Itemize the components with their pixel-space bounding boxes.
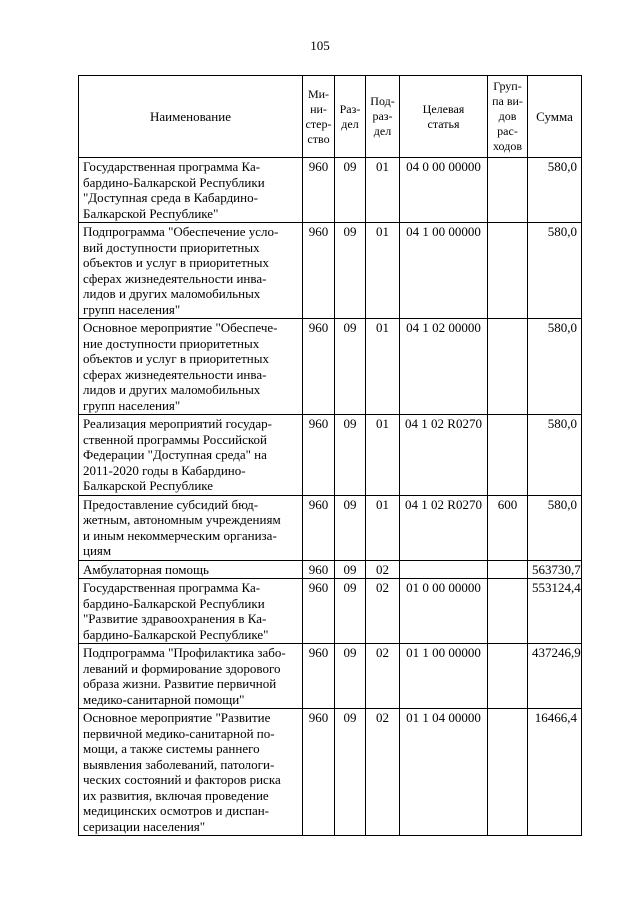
row-section: 09	[335, 319, 366, 415]
table-row	[79, 560, 582, 579]
row-target: 04 1 02 R0270	[400, 495, 488, 560]
header-sum: Сумма	[528, 76, 582, 158]
row-name: Подпрограмма "Профилактика забо- леваний и формирование здорового образа жизни. Развитие первичной медико-санитарной помощи"	[79, 644, 303, 709]
table-row	[79, 495, 582, 560]
row-target: 04 0 00 00000	[400, 158, 488, 223]
row-subsection: 02	[366, 644, 400, 709]
row-ministry: 960	[303, 709, 335, 836]
row-expense-group	[488, 644, 528, 709]
row-section: 09	[335, 223, 366, 319]
row-subsection: 02	[366, 579, 400, 644]
table-row	[79, 223, 582, 319]
header-expense-group: Груп- па ви- дов рас- ходов	[488, 76, 528, 158]
row-subsection: 01	[366, 158, 400, 223]
row-target: 01 1 04 00000	[400, 709, 488, 836]
header-name: Наименование	[79, 76, 303, 158]
row-ministry: 960	[303, 495, 335, 560]
header-subsection: Под- раз- дел	[366, 76, 400, 158]
row-sum: 580,0	[528, 415, 582, 496]
row-expense-group	[488, 319, 528, 415]
row-name: Предоставление субсидий бюд- жетным, автономным учреждениям и иным некоммерческим организа- циям	[79, 495, 303, 560]
table-body	[79, 158, 582, 836]
row-ministry: 960	[303, 319, 335, 415]
row-target: 04 1 02 00000	[400, 319, 488, 415]
row-target: 04 1 00 00000	[400, 223, 488, 319]
budget-table	[78, 75, 582, 836]
row-section: 09	[335, 495, 366, 560]
row-sum: 553124,4	[528, 579, 582, 644]
row-name: Государственная программа Ка- бардино-Балкарской Республики "Доступная среда в Кабардино- Балкарской Республике"	[79, 158, 303, 223]
table-row	[79, 709, 582, 836]
header-section: Раз- дел	[335, 76, 366, 158]
row-ministry: 960	[303, 560, 335, 579]
row-subsection: 01	[366, 415, 400, 496]
header-ministry: Ми- ни- стер- ство	[303, 76, 335, 158]
row-expense-group	[488, 158, 528, 223]
row-ministry: 960	[303, 158, 335, 223]
row-section: 09	[335, 709, 366, 836]
row-ministry: 960	[303, 644, 335, 709]
header-target: Целевая статья	[400, 76, 488, 158]
row-expense-group: 600	[488, 495, 528, 560]
row-ministry: 960	[303, 579, 335, 644]
row-expense-group	[488, 560, 528, 579]
row-ministry: 960	[303, 415, 335, 496]
row-name: Основное мероприятие "Обеспече- ние доступности приоритетных объектов и услуг в приоритетных сферах жизнедеятельности инва- лидов и других маломобильных групп населения"	[79, 319, 303, 415]
row-target	[400, 560, 488, 579]
row-name: Государственная программа Ка- бардино-Балкарской Республики "Развитие здравоохранения в Ка- бардино-Балкарской Республике"	[79, 579, 303, 644]
row-section: 09	[335, 415, 366, 496]
row-subsection: 02	[366, 709, 400, 836]
row-name: Основное мероприятие "Развитие первичной медико-санитарной по- мощи, а также системы раннего выявления заболеваний, патологи- ческих состояний и факторов риска их развития, включая проведение медицинских осмотров и диспан- серизации населения"	[79, 709, 303, 836]
row-section: 09	[335, 158, 366, 223]
row-subsection: 01	[366, 319, 400, 415]
row-expense-group	[488, 415, 528, 496]
row-name: Реализация мероприятий государ- ственной программы Российской Федерации "Доступная среда" на 2011-2020 годы в Кабардино- Балкарской Республике	[79, 415, 303, 496]
row-sum: 16466,4	[528, 709, 582, 836]
row-name: Подпрограмма "Обеспечение усло- вий доступности приоритетных объектов и услуг в приоритетных сферах жизнедеятельности инва- лидов и других маломобильных групп населения"	[79, 223, 303, 319]
row-section: 09	[335, 579, 366, 644]
table-row	[79, 319, 582, 415]
table-row	[79, 415, 582, 496]
table-row	[79, 644, 582, 709]
row-ministry: 960	[303, 223, 335, 319]
row-sum: 563730,7	[528, 560, 582, 579]
table-row	[79, 579, 582, 644]
row-expense-group	[488, 579, 528, 644]
row-sum: 580,0	[528, 495, 582, 560]
row-target: 04 1 02 R0270	[400, 415, 488, 496]
row-sum: 437246,9	[528, 644, 582, 709]
row-expense-group	[488, 223, 528, 319]
header-row	[79, 76, 582, 158]
row-section: 09	[335, 644, 366, 709]
row-sum: 580,0	[528, 319, 582, 415]
row-name: Амбулаторная помощь	[79, 560, 303, 579]
row-subsection: 02	[366, 560, 400, 579]
row-sum: 580,0	[528, 223, 582, 319]
row-section: 09	[335, 560, 366, 579]
row-sum: 580,0	[528, 158, 582, 223]
row-subsection: 01	[366, 495, 400, 560]
row-subsection: 01	[366, 223, 400, 319]
row-target: 01 1 00 00000	[400, 644, 488, 709]
page-number: 105	[310, 38, 330, 53]
row-expense-group	[488, 709, 528, 836]
row-target: 01 0 00 00000	[400, 579, 488, 644]
table-row	[79, 158, 582, 223]
